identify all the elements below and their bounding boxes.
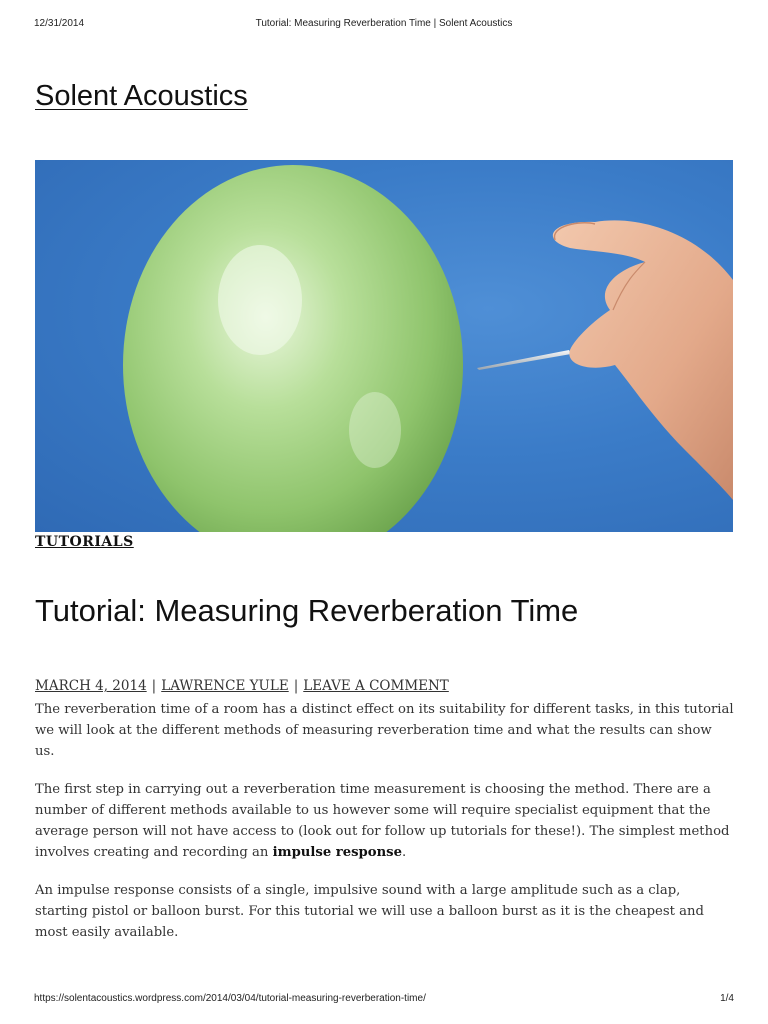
post-title: Tutorial: Measuring Reverberation Time — [35, 593, 579, 628]
print-document-title: Tutorial: Measuring Reverberation Time | Solent Acoustics — [255, 18, 513, 29]
author-link[interactable]: LAWRENCE YULE — [161, 678, 289, 694]
post-meta — [35, 678, 449, 694]
balloon-pin-photo — [35, 160, 733, 532]
hero-image — [35, 160, 733, 532]
post-date-link[interactable]: MARCH 4, 2014 — [35, 678, 147, 694]
paragraph: An impulse response consists of a single, impulsive sound with a large amplitude such as a clap, starting pistol or balloon burst. For this tutorial we will use a balloon burst as it is the cheapest and most easily available. — [35, 883, 704, 940]
paragraph: The reverberation time of a room has a distinct effect on its suitability for different tasks, in this tutorial we will look at the different methods of measuring reverberation time and what the results can show us. — [35, 702, 734, 759]
post-content — [35, 699, 735, 960]
paragraph-text: The first step in carrying out a reverberation time measurement is choosing the method. There are a number of different methods available to us however some will require specialist equipment that the average person will not have access to (look out for follow up tutorials for these!). The simplest method involves creating and recording an — [35, 782, 730, 860]
impulse-response-term: impulse response — [272, 845, 402, 860]
paragraph — [35, 779, 735, 863]
page-url: https://solentacoustics.wordpress.com/2014/03/04/tutorial-measuring-reverberation-time/ — [34, 993, 426, 1004]
site-title-link[interactable]: Solent Acoustics — [35, 80, 248, 112]
meta-separator: | — [151, 678, 157, 694]
paragraph-text: . — [401, 845, 407, 860]
page-number: 1/4 — [720, 993, 734, 1004]
meta-separator: | — [293, 678, 299, 694]
category-link[interactable]: TUTORIALS — [35, 534, 134, 550]
print-footer — [34, 993, 734, 1007]
pin-shape — [477, 350, 571, 370]
balloon-shape — [123, 165, 463, 532]
print-header — [34, 18, 734, 32]
hand-shape — [553, 220, 733, 500]
leave-comment-link[interactable]: LEAVE A COMMENT — [303, 678, 449, 694]
print-date: 12/31/2014 — [34, 18, 85, 29]
